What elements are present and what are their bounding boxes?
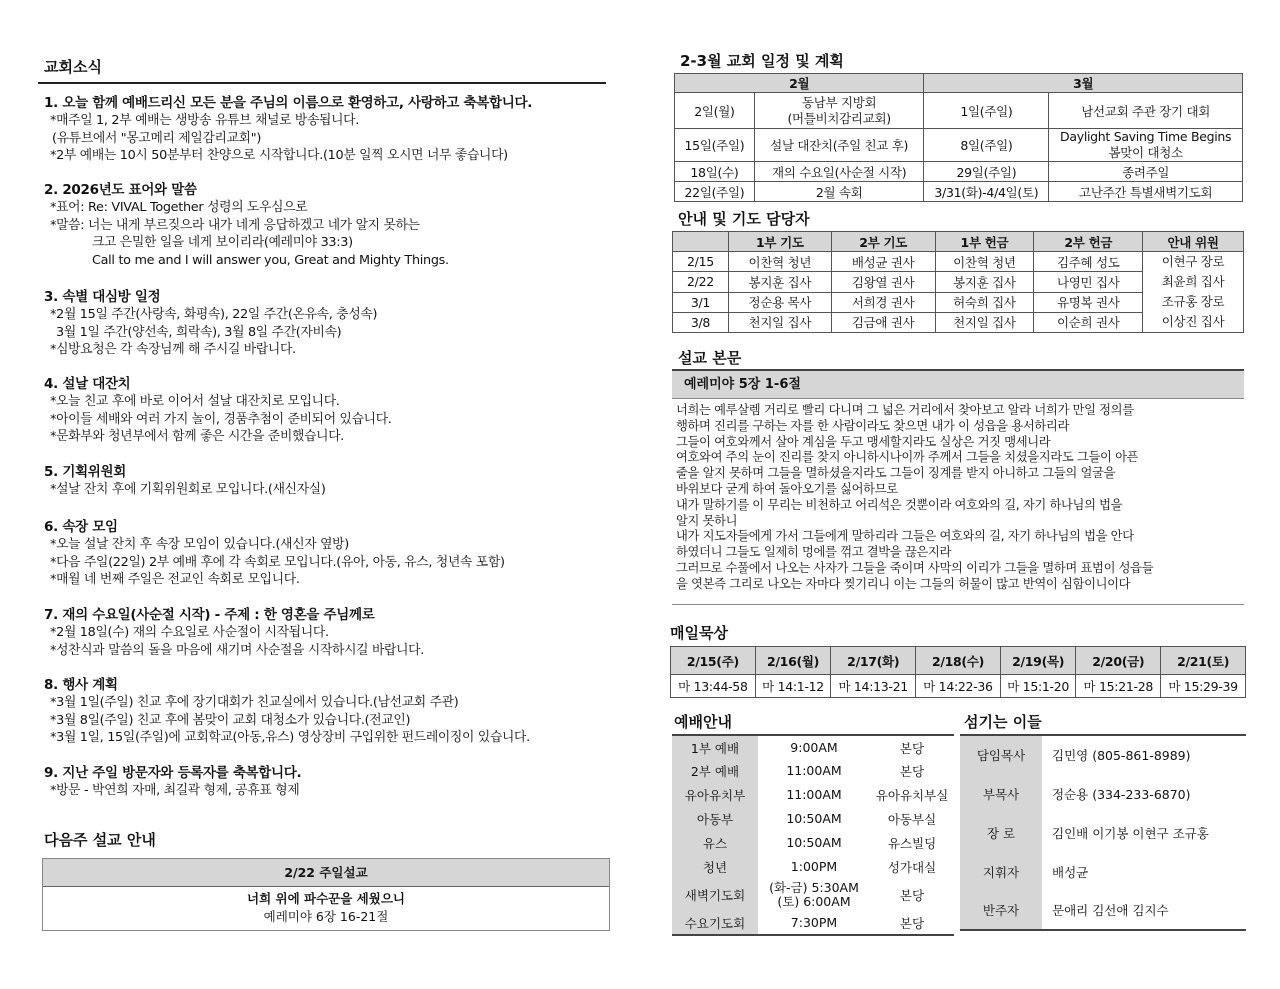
duty-cell: 김금애 권사 — [831, 312, 935, 332]
duty-header — [673, 232, 729, 252]
servant-row — [960, 813, 1246, 852]
news-item-line: *아이들 세배와 여러 가지 놀이, 경품추첨이 준비되어 있습니다. — [50, 411, 392, 427]
worship-name: 새벽기도회 — [672, 879, 758, 911]
duty-cell: 이찬혁 청년 — [935, 252, 1034, 272]
worship-place: 유아유치부실 — [875, 788, 949, 803]
news-item-title: 4. 설날 대잔치 — [44, 376, 131, 392]
news-item-title: 8. 행사 계획 — [44, 677, 118, 693]
worship-row — [672, 831, 954, 855]
worship-row — [672, 807, 954, 831]
news-item-line: *3월 8일(주일) 친교 후에 봄맞이 교회 대청소가 있습니다.(전교인) — [50, 712, 411, 728]
news-item-line: *오늘 설날 잔치 후 속장 모임이 있습니다.(새신자 옆방) — [50, 537, 349, 552]
news-item — [44, 764, 604, 800]
duty-cell: 봉지훈 집사 — [728, 272, 831, 292]
daily-title: 매일묵상 — [670, 624, 728, 642]
news-item-line: *심방요청은 각 속장님께 해 주시길 바랍니다. — [50, 342, 296, 357]
worship-place: 성가대실 — [887, 860, 937, 875]
news-item — [44, 606, 604, 659]
news-item-line: *2부 예배는 10시 50분부터 찬양으로 시작합니다.(10분 일찍 오시면 너무 좋습니다) — [50, 148, 508, 163]
duty-cell: 김주혜 성도 — [1034, 252, 1143, 272]
duty-header: 2부 헌금 — [1034, 232, 1143, 252]
duty-cell: 천지일 집사 — [935, 312, 1034, 332]
news-item-line: *3월 1일(주일) 친교 후에 장기대회가 친교실에서 있습니다.(남선교회 주관) — [50, 695, 459, 710]
duty-cell: 나영민 집사 — [1034, 272, 1143, 292]
news-item-line: *문화부와 청년부에서 함께 좋은 시간을 준비했습니다. — [50, 429, 345, 444]
daily-reading: 마 14:1-12 — [755, 675, 831, 698]
duty-header: 2부 기도 — [831, 232, 935, 252]
news-item-line: *표어: Re: VIVAL Together 성령의 도우심으로 — [50, 200, 308, 215]
worship-row — [672, 855, 954, 879]
feb-date: 2일(월) — [675, 93, 755, 129]
news-item-line: *오늘 친교 후에 바로 이어서 설날 대잔치로 모입니다. — [50, 394, 340, 409]
servants-title: 섬기는 이들 — [964, 713, 1042, 731]
worship-place: 본당 — [899, 915, 925, 931]
servant-names: 김민영 (805-861-8989) — [1052, 748, 1191, 763]
sermon-title: 설교 본문 — [678, 349, 742, 367]
news-item-line: 크고 은밀한 일을 네게 보이리라(예레미야 33:3) — [92, 235, 353, 250]
church-news-rule — [38, 82, 606, 84]
news-item-line: *매월 네 번째 주일은 전교인 속회로 모입니다. — [50, 572, 300, 587]
mar-date: 1일(주일) — [924, 93, 1049, 129]
daily-readings-row — [671, 675, 1246, 698]
sermon-line: 내가 말하기를 이 무리는 비천하고 어리석은 것뿐이라 여호와의 길, 자기 하나님의 법을 — [676, 497, 1123, 512]
news-item-line: *매주일 1, 2부 예배는 생방송 유튜브 채널로 방송됩니다. — [50, 113, 359, 128]
worship-place: 본당 — [899, 764, 925, 779]
daily-reading: 마 15:29-39 — [1161, 675, 1246, 698]
duty-cell: 김왕열 권사 — [831, 272, 935, 292]
news-item-line: 3월 1일 주간(양선속, 희락속), 3월 8일 주간(자비속) — [56, 324, 342, 340]
sermon-line: 알지 못하니 — [676, 513, 738, 528]
feb-event: 2월 속회 — [754, 182, 924, 202]
worship-name: 수요기도회 — [672, 911, 758, 935]
news-item-line: *말씀: 너는 내게 부르짖으라 내가 네게 응답하겠고 네가 알지 못하는 — [50, 217, 420, 233]
sermon-line: 그들이 여호와께서 살아 계심을 두고 맹세할지라도 실상은 거짓 맹세니라 — [676, 434, 1051, 449]
mar-event: 남선교회 주관 장기 대회 — [1049, 93, 1243, 129]
feb-header: 2월 — [675, 74, 924, 93]
usher-name: 이상진 집사 — [1161, 314, 1225, 329]
news-item-title: 6. 속장 모임 — [44, 519, 118, 535]
sermon-text — [676, 403, 1242, 593]
sermon-line: 바위보다 굳게 하여 돌아오기를 싫어하므로 — [676, 481, 898, 496]
duty-cell: 천지일 집사 — [728, 312, 831, 332]
duty-table — [672, 231, 1244, 333]
duty-cell: 허숙희 집사 — [935, 292, 1034, 312]
daily-reading: 마 15:1-20 — [1000, 675, 1076, 698]
daily-reading: 마 14:22-36 — [916, 675, 1001, 698]
worship-place: 아동부실 — [887, 812, 937, 827]
schedule-table — [674, 73, 1243, 202]
duty-cell: 유명복 권사 — [1034, 292, 1143, 312]
daily-reading: 마 13:44-58 — [671, 675, 756, 698]
news-item-line: *방문 - 박연희 자매, 최길곽 형제, 공휴표 형제 — [50, 783, 300, 798]
worship-table — [672, 734, 954, 936]
daily-date: 2/19(목) — [1000, 647, 1076, 675]
mar-event: 고난주간 특별새벽기도회 — [1049, 182, 1243, 202]
servant-role: 장 로 — [960, 813, 1042, 852]
duty-header: 안내 위원 — [1143, 232, 1244, 252]
mar-date: 8일(주일) — [924, 129, 1049, 162]
worship-place: 유스빌딩 — [887, 836, 937, 851]
usher-list — [1143, 252, 1244, 333]
news-item — [44, 676, 604, 747]
sermon-rule — [672, 604, 1244, 605]
news-item-title: 1. 오늘 함께 예배드리신 모든 분을 주님의 이름으로 환영하고, 사랑하고 축복합니다. — [44, 95, 533, 111]
news-item-line: *2월 18일(수) 재의 수요일로 사순절이 시작됩니다. — [50, 625, 329, 640]
duty-date: 2/22 — [673, 272, 729, 292]
news-item — [44, 94, 604, 165]
sermon-reference: 예레미야 5장 1-6절 — [684, 377, 801, 392]
worship-place: 본당 — [899, 740, 925, 756]
news-item — [44, 518, 604, 589]
duty-cell: 봉지훈 집사 — [935, 272, 1034, 292]
servant-row — [960, 735, 1246, 774]
worship-title: 예배안내 — [674, 713, 732, 731]
servant-names: 배성균 — [1052, 864, 1089, 880]
feb-date: 22일(주일) — [675, 182, 755, 202]
duty-cell: 서희경 권사 — [831, 292, 935, 312]
usher-name: 이현구 장로 — [1161, 254, 1225, 269]
news-item-title: 5. 기획위원회 — [44, 464, 127, 480]
daily-date: 2/17(화) — [831, 647, 916, 675]
daily-date: 2/18(수) — [916, 647, 1001, 675]
servant-row — [960, 774, 1246, 813]
feb-event: 동남부 지방회 (머틀비치감리교회) — [754, 93, 924, 129]
sermon-line: 행하며 진리를 구하는 자를 한 사람이라도 찾으면 내가 이 성읍을 용서하리라 — [676, 418, 1069, 433]
sermon-line: 하였더니 그들도 일제히 멍에를 꺾고 결박을 끊은지라 — [676, 545, 951, 560]
daily-date: 2/21(토) — [1161, 647, 1246, 675]
church-news-title: 교회소식 — [44, 58, 102, 76]
news-item-line: (유튜브에서 "몽고메리 제일감리교회") — [52, 130, 262, 146]
news-item — [44, 181, 604, 269]
mar-date: 3/31(화)-4/4일(토) — [924, 182, 1049, 202]
news-item — [44, 375, 604, 446]
usher-name: 조규홍 장로 — [1161, 294, 1225, 309]
duty-date: 3/1 — [673, 292, 729, 312]
sermon-line: 너희는 예루살렘 거리로 빨리 다니며 그 넓은 거리에서 찾아보고 알라 너희가 만일 정의를 — [676, 403, 1134, 417]
sermon-line: 을 엿본즉 그리로 나오는 자마다 찢기리니 이는 그들의 허물이 많고 반역이 심함이니이다 — [676, 576, 1131, 591]
duty-cell: 배성균 권사 — [831, 252, 935, 272]
worship-name: 아동부 — [672, 807, 758, 831]
servant-row — [960, 891, 1246, 930]
worship-place: 본당 — [899, 888, 925, 903]
worship-time: 1:00PM — [790, 859, 838, 874]
servant-role: 지휘자 — [960, 852, 1042, 891]
worship-name: 청년 — [672, 855, 758, 879]
news-item-line: *성찬식과 말씀의 돌을 마음에 새기며 사순절을 시작하시길 바랍니다. — [50, 642, 424, 658]
worship-name: 1부 예배 — [672, 735, 758, 759]
feb-event: 재의 수요일(사순절 시작) — [754, 162, 924, 182]
next-sermon-header: 2/22 주일설교 — [43, 859, 609, 887]
worship-time: 10:50AM — [786, 835, 842, 850]
news-item — [44, 288, 604, 359]
daily-reading: 마 14:13-21 — [831, 675, 916, 698]
mar-header: 3월 — [924, 74, 1243, 93]
worship-time: 11:00AM — [786, 763, 842, 778]
next-sermon-scripture: 예레미야 6장 16-21절 — [263, 909, 389, 924]
sermon-line: 여호와여 주의 눈이 진리를 찾지 아니하시나이까 주께서 그들을 치셨을지라도 그들이 아픈 — [676, 450, 1139, 465]
news-item-line: *2월 15일 주간(사랑속, 화평속), 22일 주간(온유속, 충성속) — [50, 307, 378, 322]
news-item-line: *3월 1일, 15일(주일)에 교회학교(아동,유스) 영상장비 구입위한 펀드레이징이 있습니다. — [50, 730, 530, 745]
duty-header: 1부 기도 — [728, 232, 831, 252]
sermon-line: 내가 지도자들에게 가서 그들에게 말하리라 그들은 여호와의 길, 자기 하나님의 법을 안다 — [676, 529, 1134, 544]
servant-names: 김인배 이기봉 이현구 조규홍 — [1052, 825, 1209, 841]
schedule-title: 2-3월 교회 일정 및 계획 — [680, 52, 844, 70]
news-item-title: 9. 지난 주일 방문자와 등록자를 축복합니다. — [44, 765, 302, 781]
duty-title: 안내 및 기도 담당자 — [678, 210, 810, 228]
news-item-line: *다음 주일(22일) 2부 예배 후에 각 속회로 모입니다.(유아, 아동, 유스, 청년속 포함) — [50, 554, 505, 570]
news-item — [44, 463, 604, 499]
duty-date: 3/8 — [673, 312, 729, 332]
worship-row — [672, 759, 954, 783]
news-item-line: Call to me and I will answer you, Great and Mighty Things. — [92, 252, 449, 268]
daily-date: 2/20(금) — [1076, 647, 1161, 675]
feb-date: 15일(주일) — [675, 129, 755, 162]
sermon-line: 줄을 알지 못하며 그들을 멸하셨을지라도 그들이 징계를 받지 아니하고 그들의 얼굴을 — [676, 466, 1116, 481]
duty-cell: 정순용 목사 — [728, 292, 831, 312]
worship-time: (화-금) 5:30AM (토) 6:00AM — [769, 880, 859, 909]
news-item-title: 3. 속별 대심방 일정 — [44, 289, 161, 305]
daily-table — [670, 646, 1246, 698]
worship-row — [672, 783, 954, 807]
daily-date: 2/15(주) — [671, 647, 756, 675]
usher-name: 최윤희 집사 — [1161, 274, 1225, 289]
servant-role: 부목사 — [960, 774, 1042, 813]
feb-date: 18일(수) — [675, 162, 755, 182]
sermon-line: 그러므로 수풀에서 나오는 사자가 그들을 죽이며 사막의 이리가 그들을 멸하며 표범이 성읍들 — [676, 560, 1154, 575]
news-item-title: 2. 2026년도 표어와 말씀 — [44, 182, 197, 198]
duty-header: 1부 헌금 — [935, 232, 1034, 252]
worship-name: 유스 — [672, 831, 758, 855]
worship-time: 10:50AM — [786, 811, 842, 826]
sermon-reference-bar — [672, 369, 1244, 399]
feb-event: 설날 대잔치(주일 친교 후) — [754, 129, 924, 162]
mar-date: 29일(주일) — [924, 162, 1049, 182]
worship-time: 11:00AM — [786, 787, 842, 802]
news-item-line: *설날 잔치 후에 기획위원회로 모입니다.(새신자실) — [50, 482, 326, 497]
servant-role: 담임목사 — [960, 735, 1042, 774]
worship-row — [672, 911, 954, 935]
duty-cell: 이순희 권사 — [1034, 312, 1143, 332]
servant-role: 반주자 — [960, 891, 1042, 930]
worship-name: 유아유치부 — [672, 783, 758, 807]
daily-reading: 마 15:21-28 — [1076, 675, 1161, 698]
worship-name: 2부 예배 — [672, 759, 758, 783]
worship-row — [672, 735, 954, 759]
daily-date: 2/16(월) — [755, 647, 831, 675]
daily-dates-row — [671, 647, 1246, 675]
worship-row — [672, 879, 954, 911]
next-sermon-box — [42, 858, 610, 931]
servant-names: 정순용 (334-233-6870) — [1052, 786, 1191, 802]
servants-table — [960, 734, 1246, 931]
next-sermon-title: 다음주 설교 안내 — [44, 831, 156, 849]
worship-time: 9:00AM — [790, 739, 838, 755]
next-sermon-name: 너희 위에 파수꾼을 세웠으니 — [247, 891, 405, 906]
servant-row — [960, 852, 1246, 891]
duty-cell: 이찬혁 청년 — [728, 252, 831, 272]
servant-names: 문애리 김선애 김지수 — [1052, 903, 1169, 918]
duty-date: 2/15 — [673, 252, 729, 272]
mar-event: Daylight Saving Time Begins 봄맞이 대청소 — [1049, 129, 1243, 162]
news-item-title: 7. 재의 수요일(사순절 시작) - 주제 : 한 영혼을 주님께로 — [44, 607, 375, 623]
worship-time: 7:30PM — [790, 914, 838, 930]
mar-event: 종려주일 — [1049, 162, 1243, 182]
